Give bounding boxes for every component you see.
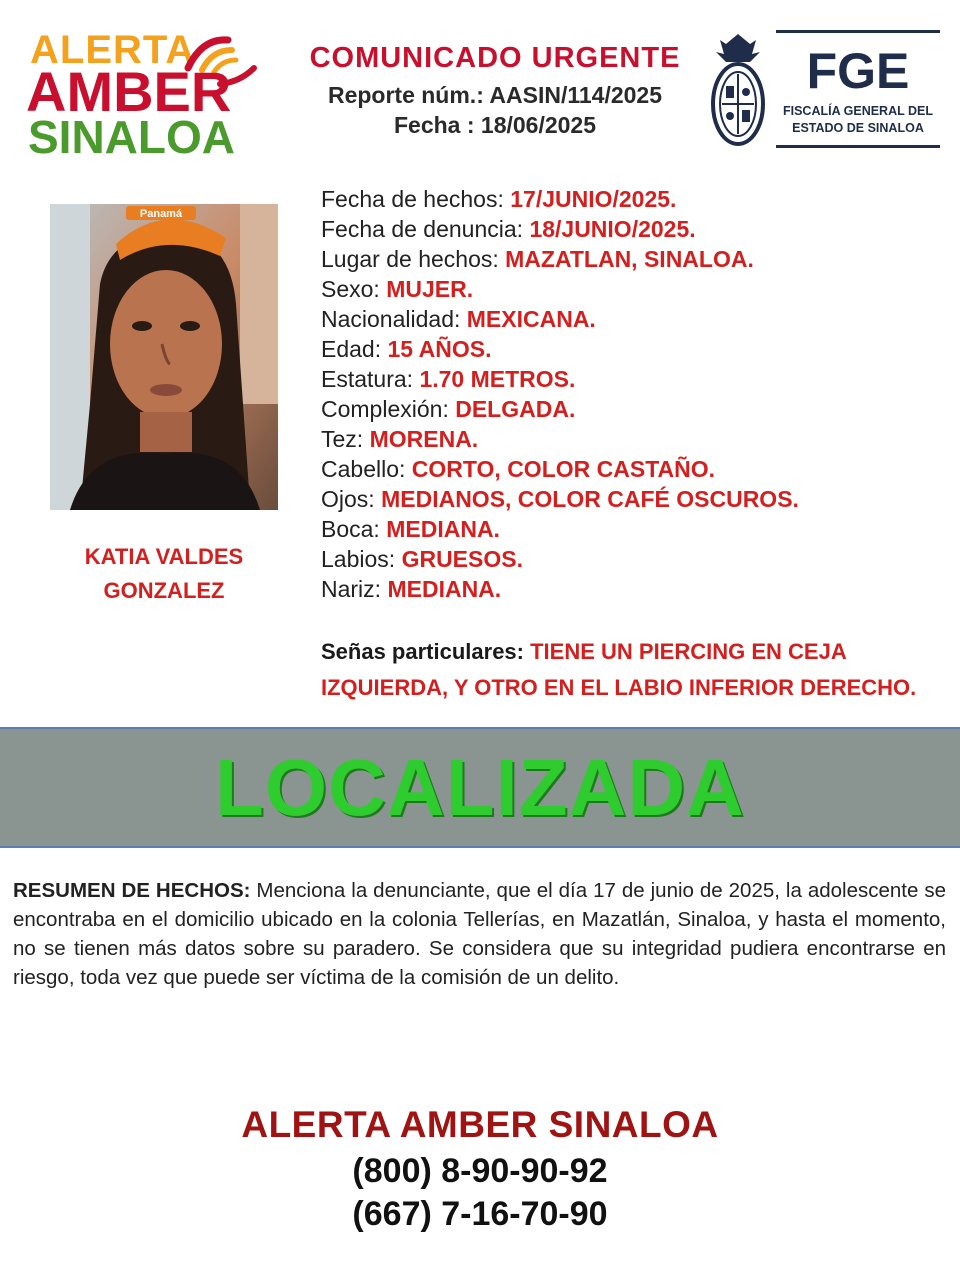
detail-label: Sexo: — [321, 276, 387, 302]
person-photo — [50, 204, 278, 510]
detail-value: MEDIANOS, COLOR CAFÉ OSCUROS. — [381, 486, 799, 512]
detail-row — [321, 514, 941, 544]
phone-number-1: (800) 8-90-90-92 — [352, 1152, 608, 1190]
status-label: LOCALIZADA — [215, 743, 745, 832]
facts-summary — [13, 876, 946, 992]
detail-label: Nacionalidad: — [321, 306, 467, 332]
detail-label: Estatura: — [321, 366, 420, 392]
detail-value: 1.70 METROS. — [419, 366, 576, 392]
detail-label: Edad: — [321, 336, 388, 362]
detail-value: MUJER. — [386, 276, 474, 302]
detail-value: MORENA. — [369, 426, 479, 452]
detail-row — [321, 394, 941, 424]
detail-row — [321, 544, 941, 574]
state-seal-icon — [710, 30, 766, 148]
details-list — [321, 184, 941, 604]
report-number: Reporte núm.: AASIN/114/2025 — [327, 82, 663, 108]
detail-value: GRUESOS. — [401, 546, 523, 572]
detail-value: 15 AÑOS. — [387, 336, 492, 362]
detail-row — [321, 184, 941, 214]
logo-sinaloa-text: SINALOA — [28, 111, 235, 163]
detail-row — [321, 484, 941, 514]
detail-label: Boca: — [321, 516, 387, 542]
phone-number-2: (667) 7-16-70-90 — [352, 1195, 608, 1233]
footer-title: ALERTA AMBER SINALOA — [241, 1104, 719, 1145]
facts-summary-label: RESUMEN DE HECHOS: — [13, 879, 251, 902]
bulletin-date: Fecha : 18/06/2025 — [393, 112, 597, 138]
detail-value: 18/JUNIO/2025. — [529, 216, 696, 242]
detail-row — [321, 574, 941, 604]
person-name-line1: KATIA VALDES — [84, 544, 244, 569]
agency-name-line2: ESTADO DE SINALOA — [792, 121, 924, 135]
cap-brand-text: Panamá — [139, 208, 183, 220]
distinguishing-marks-value: TIENE UN PIERCING EN CEJA IZQUIERDA, Y OTRO EN EL LABIO INFERIOR DERECHO. — [321, 639, 917, 700]
detail-row — [321, 274, 941, 304]
detail-label: Fecha de hechos: — [321, 186, 511, 212]
detail-label: Fecha de denuncia: — [321, 216, 530, 242]
person-name-line2: GONZALEZ — [103, 578, 225, 603]
distinguishing-marks — [321, 634, 951, 706]
detail-value: DELGADA. — [455, 396, 576, 422]
detail-value: 17/JUNIO/2025. — [510, 186, 677, 212]
detail-value: MEXICANA. — [466, 306, 596, 332]
detail-value: MAZATLAN, SINALOA. — [505, 246, 754, 272]
detail-label: Cabello: — [321, 456, 412, 482]
detail-value: MEDIANA. — [387, 576, 502, 602]
bulletin-title: COMUNICADO URGENTE — [309, 42, 681, 74]
logo-amber-text: AMBER — [26, 60, 232, 123]
detail-label: Labios: — [321, 546, 402, 572]
detail-label: Ojos: — [321, 486, 382, 512]
detail-row — [321, 304, 941, 334]
detail-row — [321, 244, 941, 274]
detail-row — [321, 454, 941, 484]
detail-row — [321, 334, 941, 364]
distinguishing-marks-label: Señas particulares: — [321, 639, 531, 664]
detail-row — [321, 424, 941, 454]
detail-value: CORTO, COLOR CASTAÑO. — [411, 456, 716, 482]
detail-label: Lugar de hechos: — [321, 246, 506, 272]
detail-label: Nariz: — [321, 576, 388, 602]
agency-acronym: FGE — [806, 43, 910, 99]
facts-summary-text: Menciona la denunciante, que el día 17 de junio de 2025, la adolescente se encontraba en el domicilio ubicado en la colonia Tellerías, en Mazatlán, Sinaloa, y hasta el momento, no se tienen más datos sobre su paradero. Se considera que su integridad pudiera encontrarse en riesgo, toda vez que puede ser víctima de la comisión de un delito. — [13, 879, 946, 989]
detail-label: Complexión: — [321, 396, 456, 422]
agency-name-line1: FISCALÍA GENERAL DEL — [782, 104, 933, 118]
detail-label: Tez: — [321, 426, 370, 452]
detail-row — [321, 214, 941, 244]
detail-row — [321, 364, 941, 394]
detail-value: MEDIANA. — [386, 516, 500, 542]
logo-alerta-text: ALERTA — [30, 28, 196, 72]
